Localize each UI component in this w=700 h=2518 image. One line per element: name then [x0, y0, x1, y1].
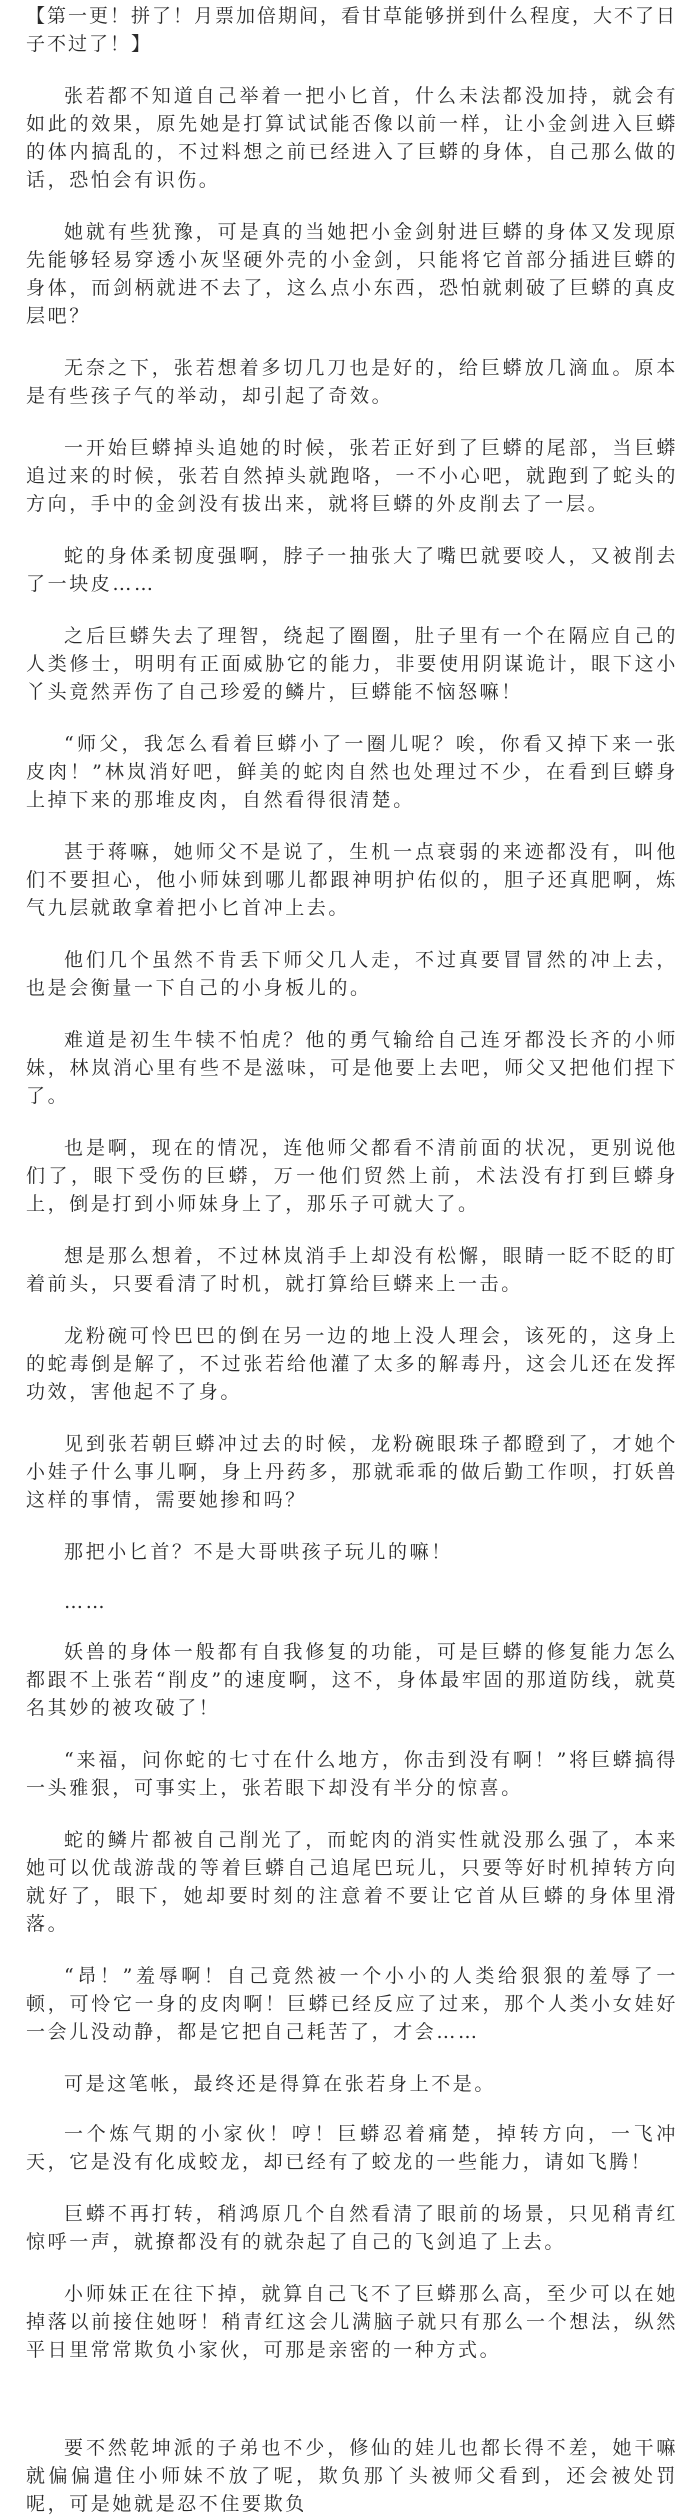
paragraph: 也是啊，现在的情况，连他师父都看不清前面的状况，更别说他们了，眼下受伤的巨蟒，万一他们贸然上前，术法没有打到巨蟒身上，倒是打到小师妹身上了，那乐子可就大了。	[26, 1137, 678, 1215]
page	[0, 2, 700, 2515]
paragraph: 甚于蒋嘛，她师父不是说了，生机一点衰弱的来迹都没有，叫他们不要担心，他小师妹到哪儿都跟神明护佑似的，胆子还真肥啊，炼气九层就敢拿着把小匕首冲上去。	[26, 841, 678, 919]
paragraph: 他们几个虽然不肯丢下师父几人走，不过真要冒冒然的冲上去，也是会衡量一下自己的小身板儿的。	[26, 949, 678, 999]
chapter-note: 【第一更！拼了！月票加倍期间，看甘草能够拼到什么程度，大不了日子不过了！】	[26, 5, 678, 55]
paragraph: 那把小匕首？不是大哥哄孩子玩儿的嘛！	[64, 1541, 453, 1563]
paragraph: “来福，问你蛇的七寸在什么地方，你击到没有啊！”将巨蟒搞得一头雅狠，可事实上，张若眼下却没有半分的惊喜。	[26, 1749, 678, 1799]
ellipsis-line: ……	[64, 1591, 108, 1613]
paragraph: 妖兽的身体一般都有自我修复的功能，可是巨蟒的修复能力怎么都跟不上张若“削皮”的速度啊，这不，身体最牢固的那道防线，就莫名其妙的被攻破了！	[26, 1641, 678, 1719]
paragraph: 巨蟒不再打转，稍鸿原几个自然看清了眼前的场景，只见稍青红惊呼一声，就撩都没有的就杂起了自己的飞剑追了上去。	[26, 2203, 678, 2253]
paragraph: 无奈之下，张若想着多切几刀也是好的，给巨蟒放几滴血。原本是有些孩子气的举动，却引起了奇效。	[26, 357, 678, 407]
paragraph: 蛇的鳞片都被自己削光了，而蛇肉的消实性就没那么强了，本来她可以优哉游哉的等着巨蟒自己追尾巴玩儿，只要等好时机掉转方向就好了，眼下，她却要时刻的注意着不要让它首从巨蟒的身体里滑落。	[26, 1829, 678, 1935]
paragraph: 小师妹正在往下掉，就算自己飞不了巨蟒那么高，至少可以在她掉落以前接住她呀！稍青红这会儿满脑子就只有那么一个想法，纵然平日里常常欺负小家伙，可那是亲密的一种方式。	[26, 2283, 678, 2361]
paragraph: 要不然乾坤派的子弟也不少，修仙的娃儿也都长得不差，她干嘛就偏偏遣住小师妹不放了呢，欺负那丫头被师父看到，还会被处罚呢，可是她就是忍不住要欺负	[26, 2437, 678, 2515]
paragraph: 一个炼气期的小家伙！哼！巨蟒忍着痛楚，掉转方向，一飞冲天，它是没有化成蛟龙，却已经有了蛟龙的一些能力，请如飞腾！	[26, 2123, 678, 2173]
paragraph: 一开始巨蟒掉头追她的时候，张若正好到了巨蟒的尾部，当巨蟒追过来的时候，张若自然掉头就跑咯，一不小心吧，就跑到了蛇头的方向，手中的金剑没有拔出来，就将巨蟒的外皮削去了一层。	[26, 437, 678, 515]
paragraph: 之后巨蟒失去了理智，绕起了圈圈，肚子里有一个在隔应自己的人类修士，明明有正面威胁它的能力，非要使用阴谋诡计，眼下这小丫头竟然弄伤了自己珍爱的鳞片，巨蟒能不恼怒嘛！	[26, 625, 678, 703]
paragraph: 张若都不知道自己举着一把小匕首，什么未法都没加持，就会有如此的效果，原先她是打算试试能否像以前一样，让小金剑进入巨蟒的体内搞乱的，不过料想之前已经进入了巨蟒的身体，自己那么做的话，恐怕会有识伤。	[26, 85, 678, 191]
paragraph: “师父，我怎么看着巨蟒小了一圈儿呢？唉，你看又掉下来一张皮肉！”林岚消好吧，鲜美的蛇肉自然也处理过不少，在看到巨蟒身上掉下来的那堆皮肉，自然看得很清楚。	[26, 733, 678, 811]
paragraph: “昂！”羞辱啊！自己竟然被一个小小的人类给狠狠的羞辱了一顿，可怜它一身的皮肉啊！巨蟒已经反应了过来，那个人类小女娃好一会儿没动静，都是它把自己耗苦了，才会……	[26, 1965, 678, 2043]
paragraph: 想是那么想着，不过林岚消手上却没有松懈，眼睛一眨不眨的盯着前头，只要看清了时机，就打算给巨蟒来上一击。	[26, 1245, 678, 1295]
paragraph: 见到张若朝巨蟒冲过去的时候，龙粉碗眼珠子都瞪到了，才她个小娃子什么事儿啊，身上丹药多，那就乖乖的做后勤工作呗，打妖兽这样的事情，需要她掺和吗？	[26, 1433, 678, 1511]
paragraph: 她就有些犹豫，可是真的当她把小金剑射进巨蟒的身体又发现原先能够轻易穿透小灰坚硬外壳的小金剑，只能将它首部分插进巨蟒的身体，而剑柄就进不去了，这么点小东西，恐怕就刺破了巨蟒的真皮层吧？	[26, 221, 678, 327]
paragraph: 龙粉碗可怜巴巴的倒在另一边的地上没人理会，该死的，这身上的蛇毒倒是解了，不过张若给他灌了太多的解毒丹，这会儿还在发挥功效，害他起不了身。	[26, 1325, 678, 1403]
paragraph: 难道是初生牛犊不怕虎？他的勇气输给自己连牙都没长齐的小师妹，林岚消心里有些不是滋味，可是他要上去吧，师父又把他们捏下了。	[26, 1029, 678, 1107]
paragraph: 可是这笔帐，最终还是得算在张若身上不是。	[64, 2073, 497, 2095]
paragraph: 蛇的身体柔韧度强啊，脖子一抽张大了嘴巴就要咬人，又被削去了一块皮……	[26, 545, 678, 595]
